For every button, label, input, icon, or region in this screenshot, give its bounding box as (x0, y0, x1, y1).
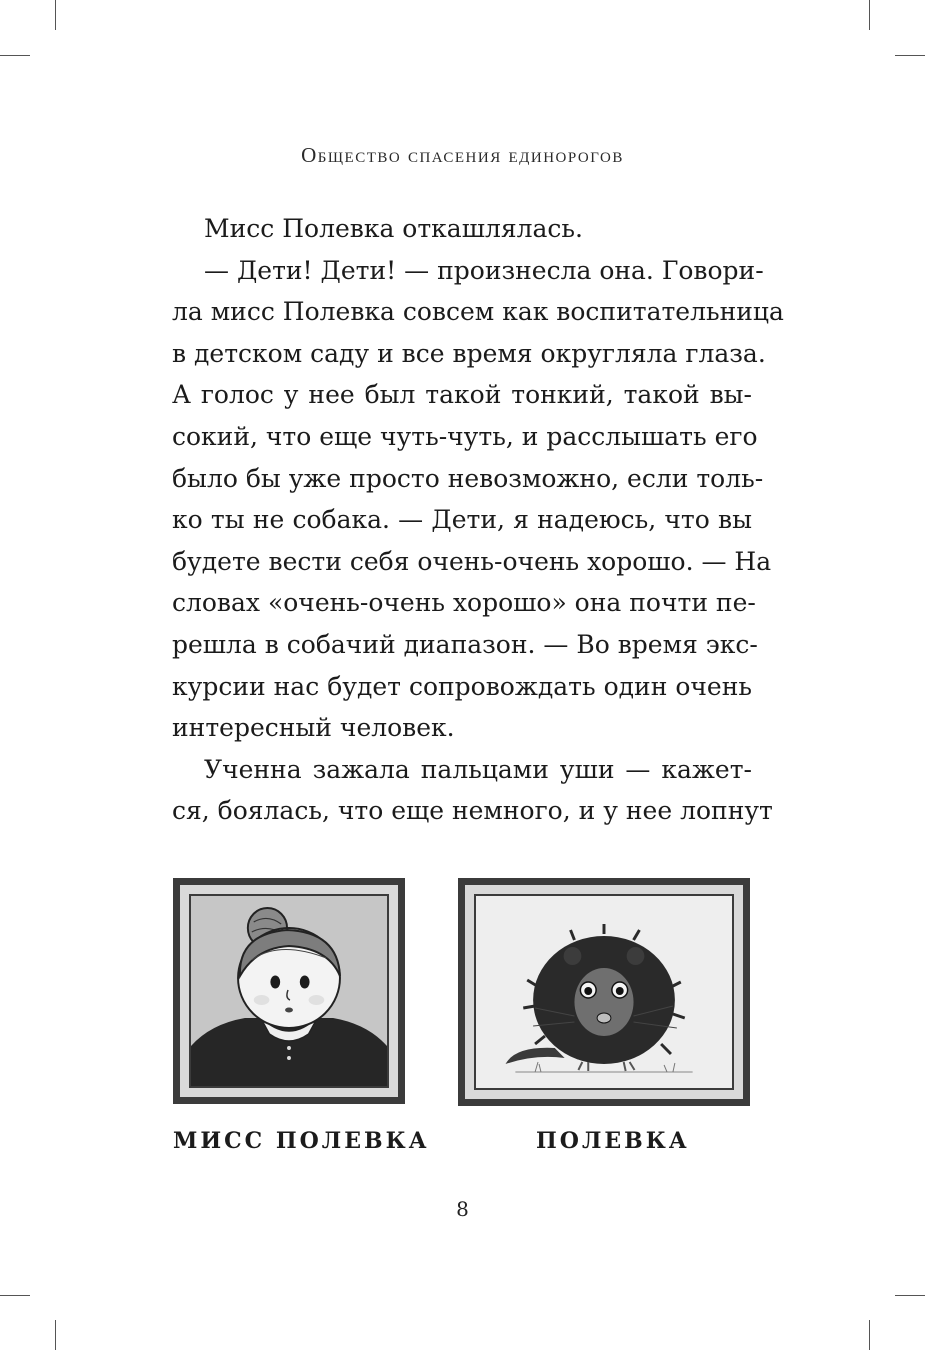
text-line: решла в собачий диапазон. — Во время экс- (172, 629, 758, 659)
crop-mark (55, 0, 56, 30)
crop-mark (869, 1320, 870, 1350)
crop-mark (0, 55, 30, 56)
running-head: Общество спасения единорогов (301, 143, 624, 167)
crop-mark (55, 1320, 56, 1350)
woman-portrait-icon (189, 894, 389, 1088)
text-line: сокий, что еще чуть-чуть, и расслышать его (172, 421, 758, 451)
text-line: ко ты не собака. — Дети, я надеюсь, что вы (172, 505, 752, 535)
crop-mark (895, 1295, 925, 1296)
crop-mark (895, 55, 925, 56)
text-line: ся, боялась, что еще немного, и у нее лопнут (172, 796, 773, 826)
text-line: ла мисс Полевка совсем как воспитательница (172, 297, 784, 327)
text-line: курсии нас будет сопровождать один очень (172, 671, 752, 701)
paragraph (172, 749, 773, 832)
portrait-frame-vole (458, 878, 750, 1106)
crop-mark (0, 1295, 30, 1296)
portrait-frame-miss-polevka (173, 878, 405, 1104)
portrait-caption-miss-polevka: МИСС ПОЛЕВКА (173, 1128, 430, 1154)
portrait-caption-vole: ПОЛЕВКА (536, 1128, 690, 1154)
paragraph (172, 250, 784, 749)
body-text (172, 208, 784, 832)
text-line: было бы уже просто невозможно, если толь- (172, 463, 764, 493)
text-line: Мисс Полевка откашлялась. (204, 214, 583, 243)
text-line: А голос у нее был такой тонкий, такой вы- (172, 380, 752, 410)
vole-portrait-icon (474, 894, 734, 1090)
text-line: интересный человек. (172, 713, 455, 743)
text-line: Ученна зажала пальцами уши — кажет- (204, 754, 752, 784)
text-line: будете вести себя очень-очень хорошо. — На (172, 546, 772, 576)
crop-mark (869, 0, 870, 30)
text-line: — Дети! Дети! — произнесла она. Говори- (204, 255, 764, 285)
text-line: в детском саду и все время округляла глаза. (172, 338, 766, 368)
page-number: 8 (456, 1197, 469, 1221)
text-line: словах «очень-очень хорошо» она почти пе- (172, 588, 756, 618)
paragraph (172, 208, 752, 250)
